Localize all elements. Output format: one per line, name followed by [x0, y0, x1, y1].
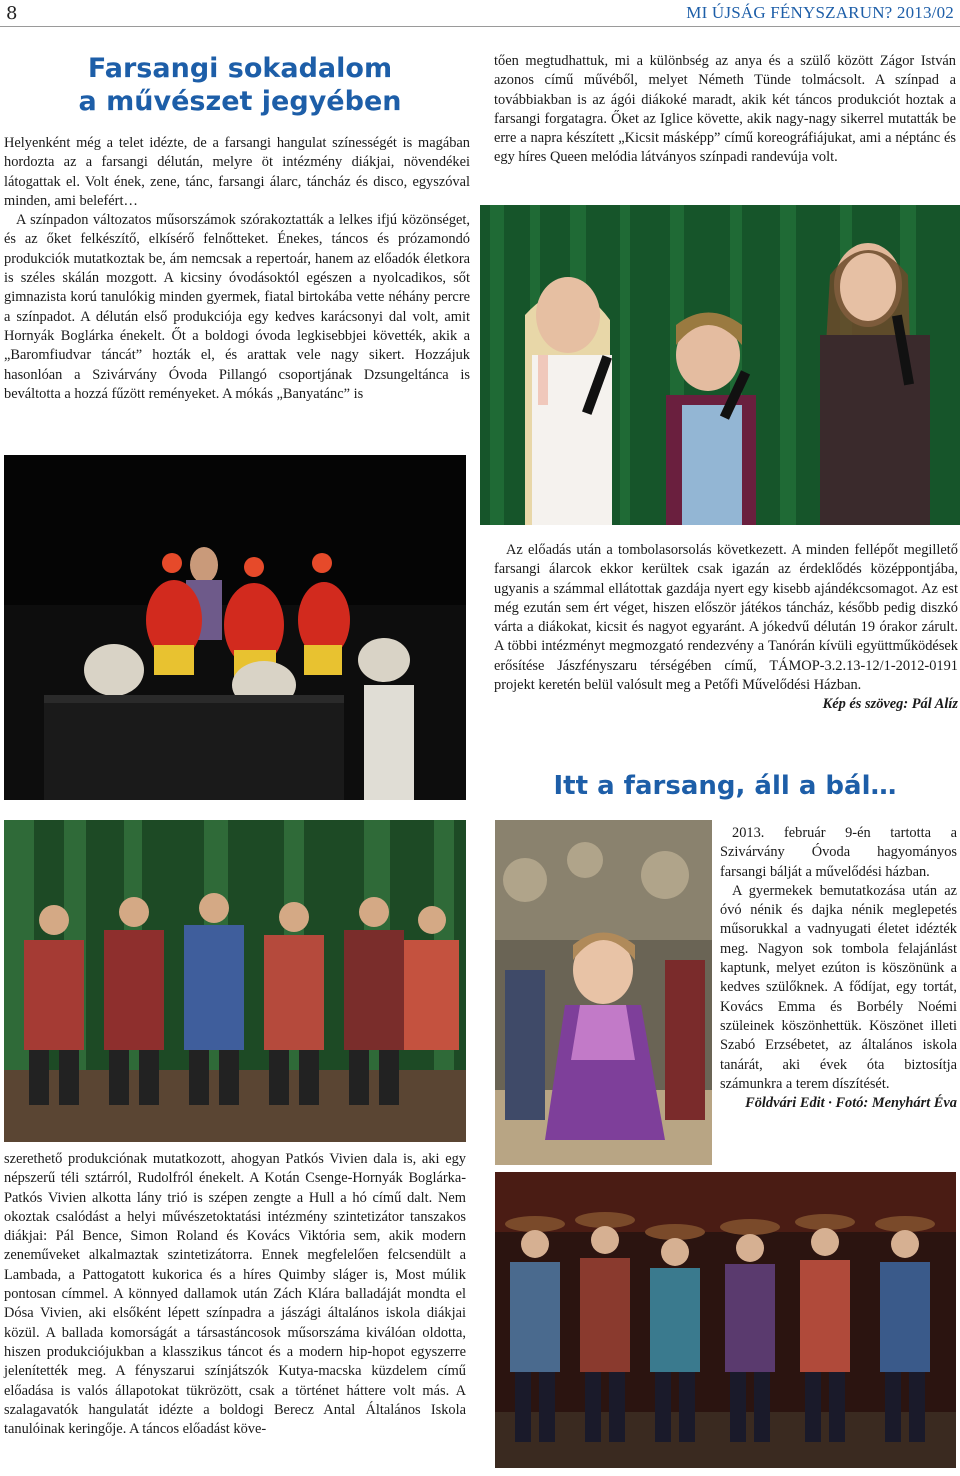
- article-title: [0, 52, 480, 118]
- article-body-col2: [494, 52, 956, 168]
- article2-paragraph-program: A gyermekek bemutatkozása után az óvó nénik és dajka nénik meglepetés műsorukkal a vadnyugati életet idézték meg. Nagyon sok tombola felajánlást kaptunk, melyet ezúton is köszönünk a kedves szülőknek. A fődíjat, egy tortát, Kovács Emma és Borbély Noémi szüleinek köszönhettük. Köszönet illeti Szabó Erzsébetet, az általános iskola tanárát, aki évek óta biztosítja számunkra a terem díszítését.: [720, 882, 957, 1092]
- photo-kids-chicken-costumes: [4, 455, 466, 800]
- article2-title: Itt a farsang, áll a bál…: [553, 771, 897, 801]
- photo-dancers-plaid-shirts: [4, 820, 466, 1142]
- article2-paragraph-date: 2013. február 9-én tartotta a Szivárvány Óvoda hagyományos farsangi bálját a művelődési házban.: [720, 825, 957, 880]
- article-body-col2-continued: [494, 541, 958, 715]
- paragraph-performances: A színpadon változatos műsorszámok szórakoztatták a lelkes ifjú közönséget, és az őket felkészítő, elkísérő felnőtteket. Énekes, táncos és prózamondó produkciók mutatkoztak be, ám nemcsak a repertoár, hanem az előadók életkora is széles skálán mozgott. A kicsiny óvodásoktól egészen a nyolcadikos, sőt gimnazista korú tanulókig minden gyermek, fiatal birtokába vette néhány percre a színpadot. A délután első produkciója egy kedves karácsonyi dal volt, amit Hornyák Boglárka énekelt. Őt a boldogi óvoda legkisebbjei követték, akik a „Baromfiudvar táncát” hozták el, és arattak vele nagy sikert. Hozzájuk hasonlóan a Szivárvány Óvoda Pillangó csoportjának Dzsungeltánca is beváltotta a hozzá fűzött reményeket. A mókás „Banyatánc” is: [4, 212, 470, 402]
- article2-credit: Földvári Edit · Fotó: Menyhárt Éva: [745, 1095, 957, 1112]
- article-credit: Kép és szöveg: Pál Alíz: [822, 696, 958, 713]
- article-body-col1-continued: [4, 1150, 466, 1439]
- page-number: 8: [6, 3, 18, 24]
- paragraph-continued: szerethető produkciónak mutatkozott, ahogyan Patkós Vivien dala is, aki egy népszerű téli sztárról, Rudolfról énekelt. A Kotán Csenge-Hornyák Boglárka-Patkós Vivien alkotta lány trió is szépen zengte a Hull a hó című dalt. Nem okoztak csalódást a helyi művészetoktatási intézmény szintetizátor tanszakos diákjai: Pál Bence, Simon Roland és Kovács Viktória sem, akik modern zeneműveket alkalmaztak szintetizátorra. Ennek megfelelően felcsendült a Lambada, a Pattogatott kukorica és a híres Quimby sláger is, Most múlik pontosan címmel. A könnyed dallamok után Zách Klára balladáját mondta el Dósa Vivien, aki elsőként lépett színpadra a jászági általános iskola diákjai közül. A ballada komorságát a társastáncosok műsorszáma kiválóan oldotta, hiszen produkciójukban a klasszikus táncot és a modern hip-hopot egyszerre jelenítették meg. A fényszarui színjátszók Kutya-macska küzdelem című előadása is valós állapotokat tükrözött, csak a történet háttere volt más. A szalagavatók hangulatát idézte a boldogi Berecz Antal Általános Iskola tanulóinak keringője. A táncos előadást köve-: [4, 1151, 466, 1438]
- article-title-line1: Farsangi sokadalom: [87, 53, 393, 84]
- paragraph-col2-top: tően megtudhattuk, mi a különbség az anya és a szülő között Zágor István azonos című művéből, melyet Németh Tünde tolmácsolt. A színpad a továbbiakban is az ágói diákoké maradt, akik két táncos produkciót hoztak a farsangi forgatagra. Őket az Iglice követte, akik nagy-nagy sikerrel mutatták be erre a napra készített „Kicsit másképp” című koreográfiájukat, ami a néptánc és egy híres Queen melódia látványos színpadi randevúja volt.: [494, 53, 956, 166]
- article-body-col1: [4, 134, 470, 404]
- photo-girls-singing: [480, 205, 960, 525]
- header-divider: [0, 26, 960, 27]
- publication-title: MI ÚJSÁG FÉNYSZARUN? 2013/02: [686, 3, 954, 22]
- article-title-line2: a művészet jegyében: [78, 86, 402, 117]
- article2-body: [720, 824, 957, 1113]
- photo-child-princess-costume: [495, 820, 712, 1165]
- paragraph-raffle: Az előadás után a tombolasorsolás következett. A minden fellépőt megillető farsangi álarcok ekkor kerültek csak igazán az érdeklődés középpontjába, ugyanis a számmal ellátottak gazdája nyert egy kisebb ajándékcsomagot. Az est még ezután sem ért véget, hiszen először játékos táncház, később pedig diszkó várta a diákokat, kicsit és nagyot egyaránt. A jókedvű délután 19 órakor zárult. A többi intézményt megmozgató rendezvény a Tanórán kívüli együttműködések erősítése Jászfényszaru térségében című, TÁMOP-3.2.13-12/1-2012-0191 projekt keretén belül valósult meg a Petőfi Művelődési Házban.: [494, 542, 958, 694]
- paragraph-intro: Helyenként még a telet idézte, de a farsangi hangulat színességét is magában hordozta az a farsangi délután, melyre öt intézmény diákjai, növendékei látogattak el. Volt ének, zene, tánc, farsangi álarc, táncház és disco, egyszóval minden, ami belefért…: [4, 135, 470, 209]
- photo-cowboy-dancers: [495, 1172, 956, 1468]
